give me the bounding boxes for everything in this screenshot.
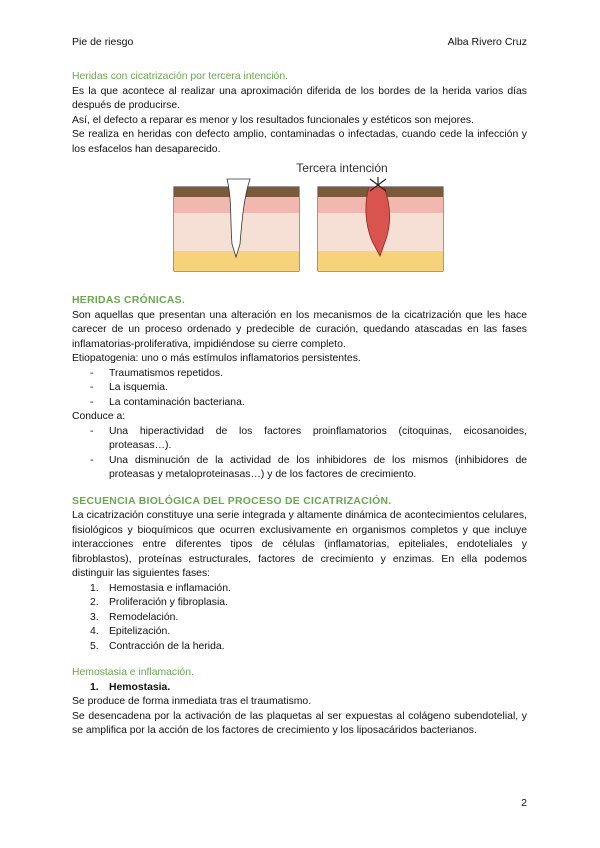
paragraph: La cicatrización constituye una serie integrada y altamente dinámica de acontecimientos celulares, fisiológicos y bioquímicos que ocurren exclusivamente en organismos completos y que incluye interacciones entre diferentes tipos de células (inflamatorias, epiteliales, endoteliales y fibroblastos), proteínas estructurales, factores de crecimiento y enzimas. En ella podemos distinguir las siguientes fases: [72, 510, 527, 579]
list-text: Contracción de la herida. [109, 640, 225, 652]
paragraph-etiopatogenia: Etiopatogenia: uno o más estímulos inflamatorios persistentes. [72, 353, 361, 364]
list-text: Remodelación. [109, 611, 179, 623]
paragraph: Se desencadena por la activación de las plaquetas al ser expuestas al colágeno subendotelial, y se amplifica por la acción de los factores de crecimiento y los liposacáridos bacterianos. [72, 710, 527, 736]
paragraph: Se realiza en heridas con defecto amplio, contaminadas o infectadas, cuando cede la infección y los esfacelos han desaparecido. [72, 129, 527, 155]
list-number: 1. [90, 582, 99, 594]
list-item [90, 611, 527, 626]
list-text: Proliferación y fibroplasia. [109, 597, 228, 608]
paragraph: Es la que acontece al realizar una aproximación diferida de los bordes de la herida varios días después de producirse. [72, 85, 527, 111]
header-right: Alba Rivero Cruz [447, 36, 527, 48]
page-content [72, 70, 527, 739]
figure-caption: Tercera intención [296, 161, 388, 175]
paragraph: Son aquellas que presentan una alteración en los mecanismos de la cicatrización que les hace carecer de un proceso ordenado y predecible de curación, quedando atascadas en las fases inflamatorias-proliferativa, impidiéndose su cierre completo. [72, 309, 527, 350]
wound-diagram [172, 159, 447, 281]
list-text: Hemostasia e inflamación. [109, 582, 231, 594]
list-item [90, 640, 527, 655]
list-item: - Una hiperactividad de los factores proinflamatorios (citoquinas, eicosanoides, proteasas…). [90, 425, 527, 454]
list-number: 1. [90, 681, 99, 693]
list-text: Hemostasia. [109, 681, 171, 693]
list-number: 3. [90, 611, 99, 623]
right-wound-panel [318, 177, 443, 271]
etiology-list [72, 367, 527, 411]
phases-list [72, 582, 527, 655]
section-title-tercera-intencion: Heridas con cicatrización por tercera intención. [72, 71, 288, 82]
section-title-hemostasia: Hemostasia e inflamación. [72, 667, 194, 678]
list-item: - Traumatismos repetidos. [90, 367, 527, 382]
header-left: Pie de riesgo [72, 36, 134, 48]
list-number: 5. [90, 640, 99, 652]
section-title-heridas-cronicas: HERIDAS CRÓNICAS. [72, 295, 186, 306]
list-item [90, 582, 527, 597]
paragraph: Se produce de forma inmediata tras el traumatismo. [72, 696, 312, 707]
list-number: 2. [90, 597, 99, 608]
list-item [90, 681, 527, 696]
list-number: 4. [90, 626, 99, 637]
section-title-secuencia-biologica: SECUENCIA BIOLÓGICA DEL PROCESO DE CICATRIZACIÓN. [72, 495, 392, 507]
list-item [90, 596, 527, 611]
paragraph: Así, el defecto a reparar es menor y los resultados funcionales y estéticos son mejores. [72, 114, 474, 126]
paragraph-conduce: Conduce a: [72, 411, 126, 422]
list-item: - La contaminación bacteriana. [90, 396, 527, 411]
left-wound-panel [174, 179, 299, 271]
list-item: - La isquemia. [90, 381, 527, 396]
consequence-list [72, 425, 527, 483]
page-number: 2 [521, 797, 527, 809]
list-item: - Una disminución de la actividad de los inhibidores de los mismos (inhibidores de proteasas y metaloproteinasas…) y de los factores de crecimiento. [90, 454, 527, 483]
list-text: Epitelización. [109, 626, 171, 637]
list-item [90, 625, 527, 640]
figure-tercera-intencion [72, 159, 527, 282]
hemostasia-list [72, 681, 527, 696]
